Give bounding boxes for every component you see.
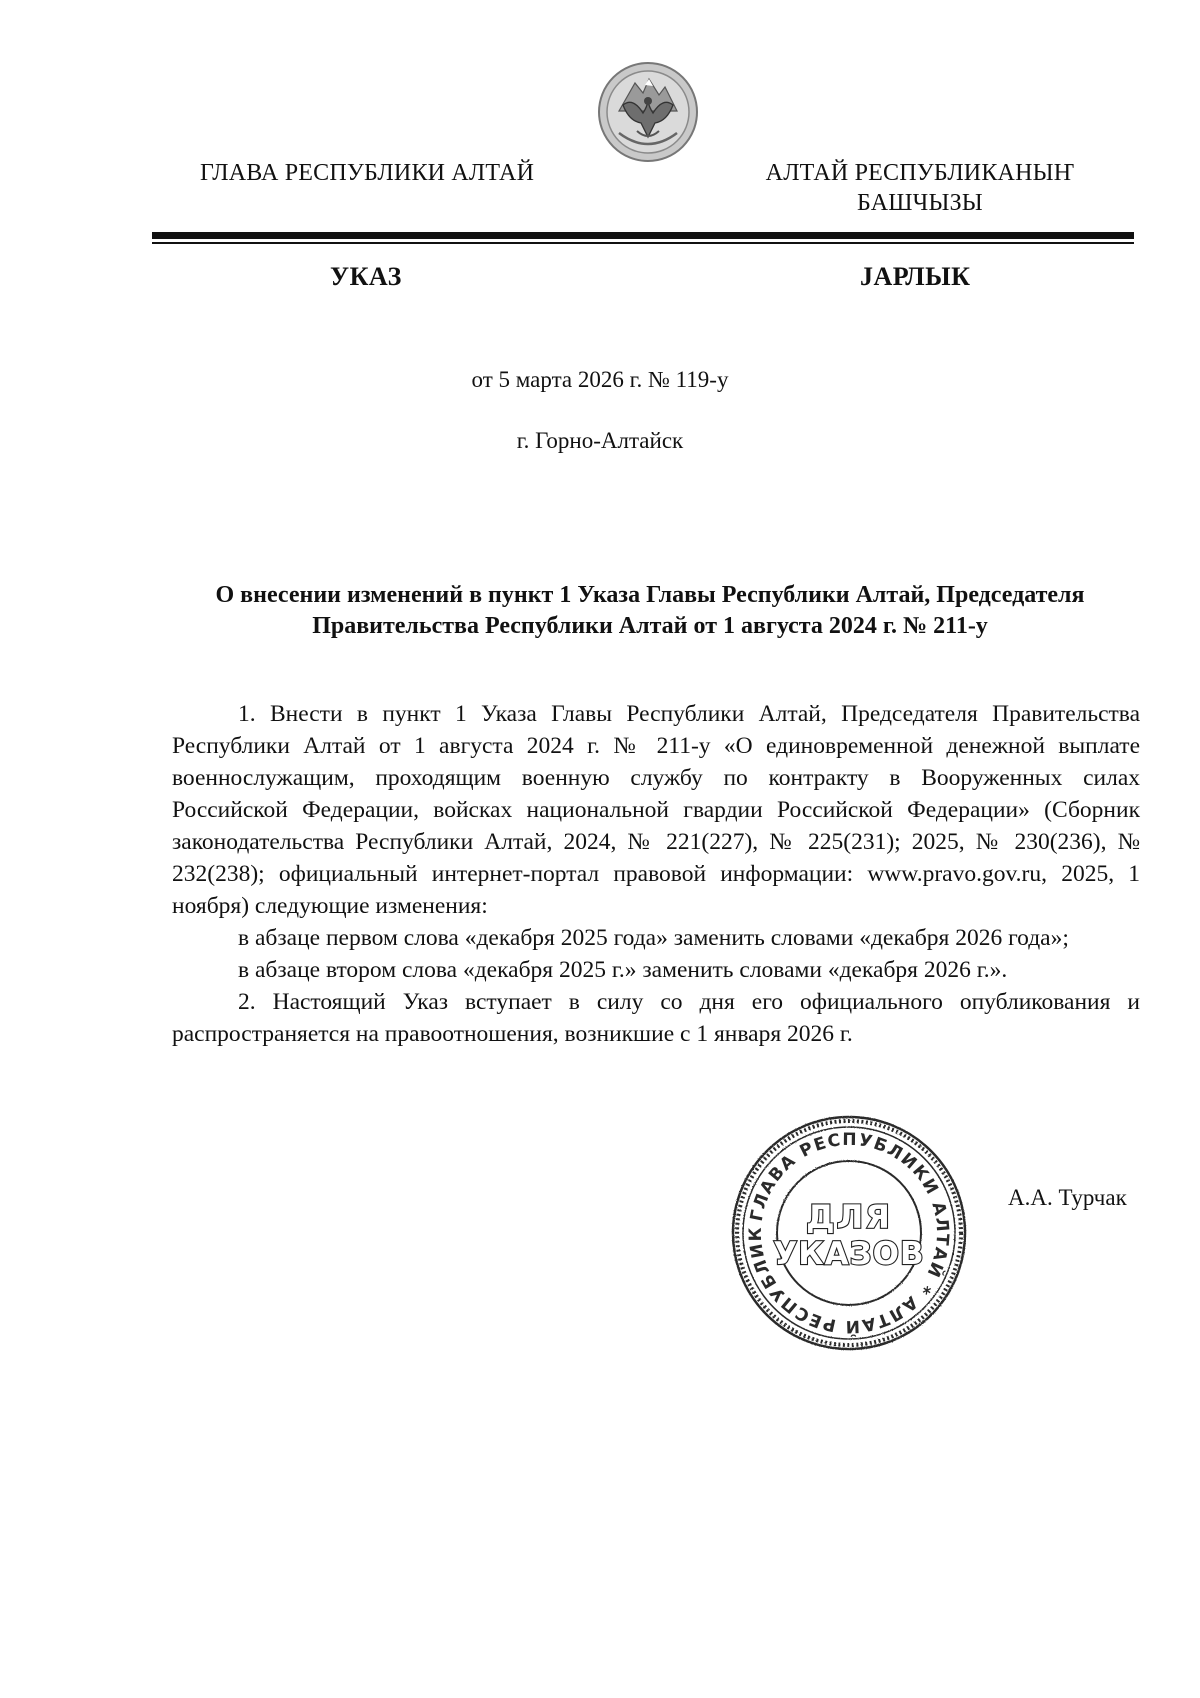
document-body xyxy=(172,698,1140,1050)
document-subject-line1: О внесении изменений в пункт 1 Указа Главы Республики Алтай, Председателя xyxy=(215,582,1085,608)
document-city: г. Горно-Алтайск xyxy=(516,428,684,453)
seal-ring-text: ГЛАВА РЕСПУБЛИКИ АЛТАЙ * АЛТАЙ РЕСПУБЛИК xyxy=(745,1129,953,1337)
body-paragraph-2: в абзаце первом слова «декабря 2025 года» заменить словами «декабря 2026 года»; xyxy=(238,925,1069,951)
body-paragraph-1: 1. Внести в пункт 1 Указа Главы Республики Алтай, Председателя Правительства Республики Алтай от 1 августа 2024 г. № 211-у «О единовременной денежной выплате военнослужащим, проходящим военную службу по контракту в Вооруженных силах Российской Федерации, войсках национальной гвардии Российской Федерации» (Сборник законодательства Республики Алтай, 2024, № 221(227), № 225(231); 2025, № 230(236), № 232(238); официальный интернет-портал правовой информации: www.pravo.gov.ru, 2025, 1 ноября) следующие изменения: xyxy=(172,701,1140,919)
document-subject xyxy=(170,580,1130,642)
altai-republic-coat-of-arms-icon xyxy=(597,61,699,163)
issuer-name-altai xyxy=(760,158,1080,218)
issuer-name-altai-line2: БАШЧЫЗЫ xyxy=(857,190,983,216)
document-type-russian: УКАЗ xyxy=(330,262,402,291)
document-type-altai: ЈАРЛЫК xyxy=(860,262,971,291)
signatory-name: А.А. Турчак xyxy=(1008,1185,1127,1210)
header-divider-thin xyxy=(152,242,1134,244)
issuer-name-altai-line1: АЛТАЙ РЕСПУБЛИКАНЫҤ xyxy=(765,160,1075,186)
issuer-name-russian: ГЛАВА РЕСПУБЛИКИ АЛТАЙ xyxy=(200,160,535,186)
official-round-seal-icon xyxy=(728,1112,970,1354)
document-date-number: от 5 марта 2026 г. № 119-у xyxy=(471,367,729,392)
seal-center-line2: УКАЗОВ xyxy=(773,1236,925,1272)
header-divider-thick xyxy=(152,232,1134,239)
body-paragraph-3: в абзаце втором слова «декабря 2025 г.» заменить словами «декабря 2026 г.». xyxy=(238,957,1008,983)
seal-center-line1: ДЛЯ xyxy=(806,1198,892,1236)
body-paragraph-4: 2. Настоящий Указ вступает в силу со дня его официального опубликования и распространяется на правоотношения, возникшие с 1 января 2026 г. xyxy=(172,989,1140,1047)
document-subject-line2: Правительства Республики Алтай от 1 августа 2024 г. № 211-у xyxy=(312,613,988,639)
